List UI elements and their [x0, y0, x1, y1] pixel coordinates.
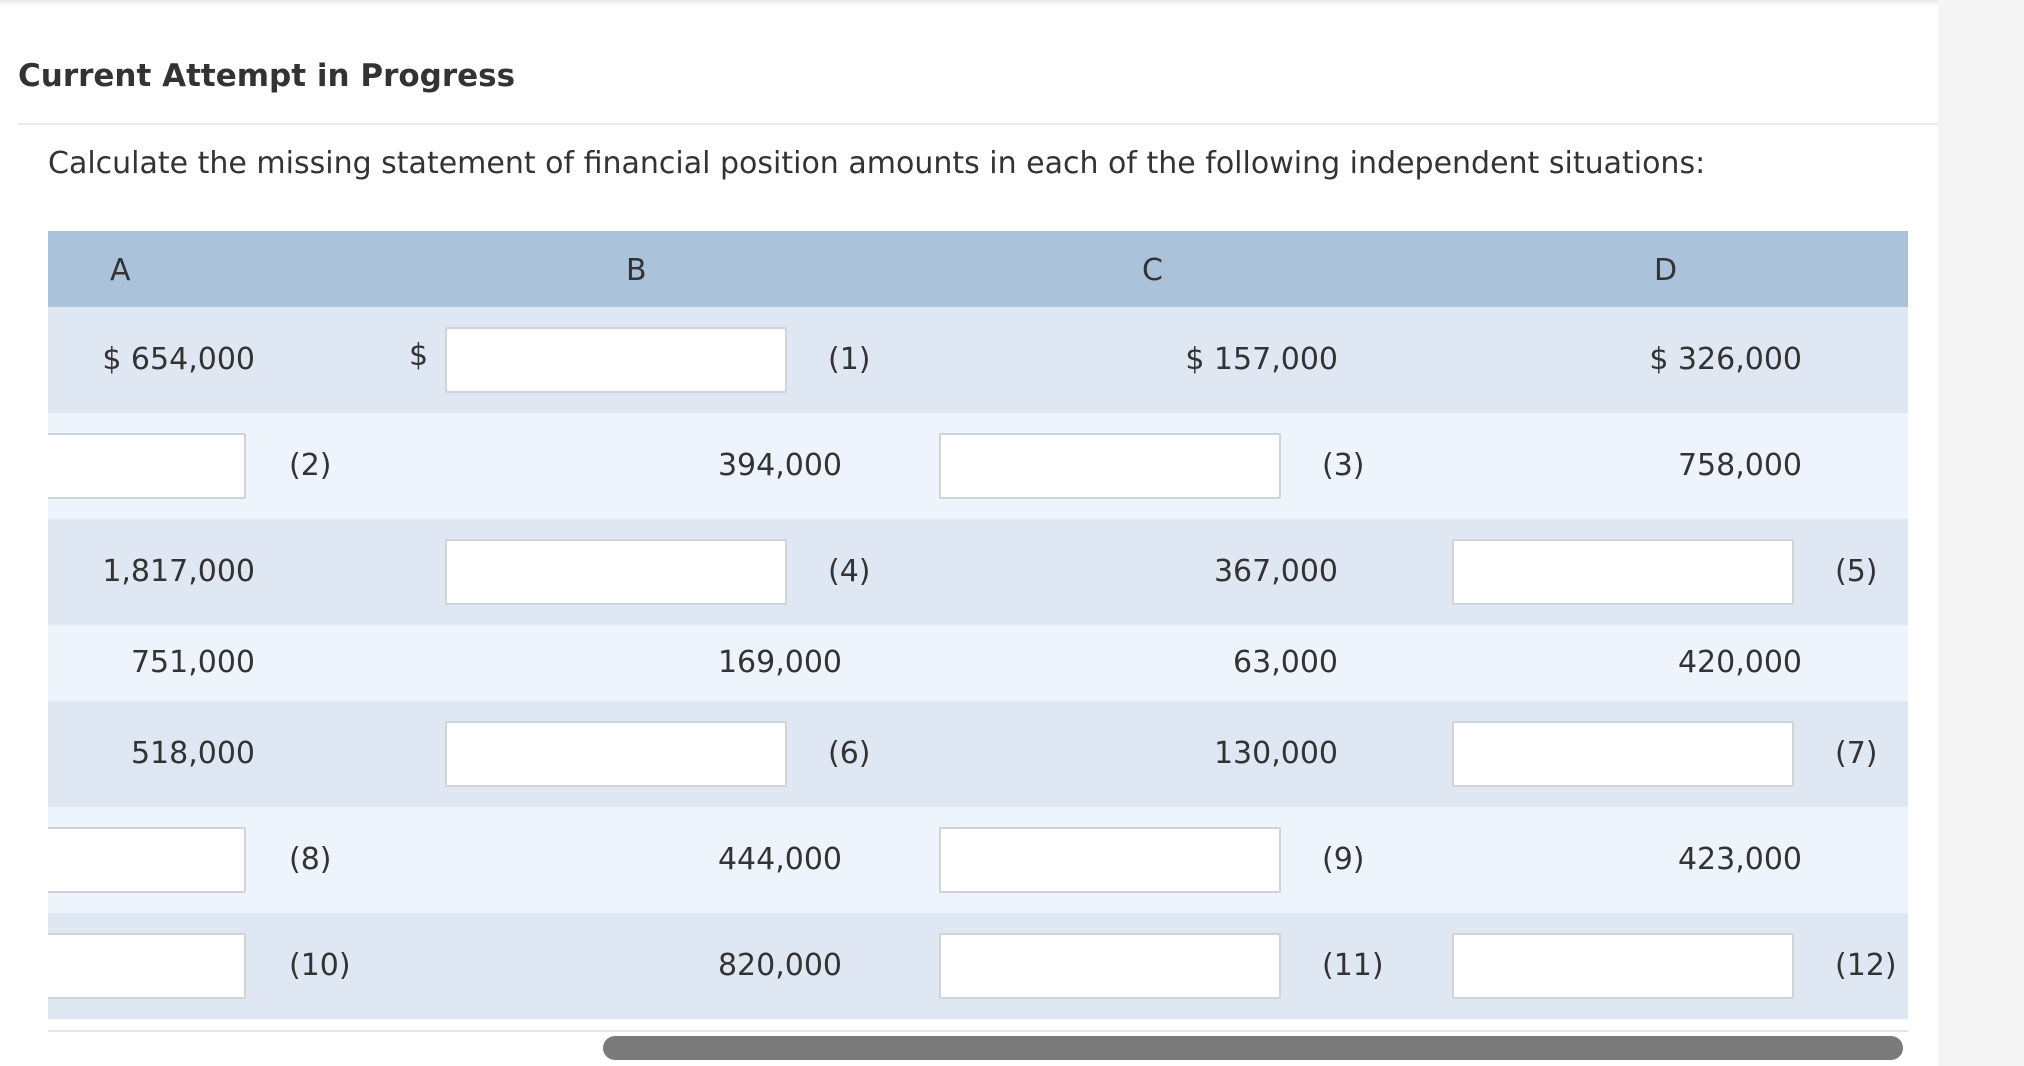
cell-a-value: 518,000	[130, 736, 255, 771]
cell-d-value: 423,000	[1677, 842, 1802, 877]
answer-input-5[interactable]	[1452, 539, 1794, 605]
table-row	[48, 701, 1908, 807]
cell-c-value: 63,000	[1233, 645, 1338, 680]
answer-ref-8: (8)	[289, 842, 332, 877]
answer-ref-4: (4)	[828, 554, 871, 589]
title-divider	[18, 123, 1938, 125]
cell-b-value: 820,000	[717, 948, 842, 983]
scrollbar-thumb[interactable]	[603, 1036, 1903, 1060]
answer-ref-5: (5)	[1835, 554, 1878, 589]
right-side-panel	[1938, 0, 2024, 1066]
answer-input-4[interactable]	[445, 539, 787, 605]
answer-input-1[interactable]	[445, 327, 787, 393]
table-row	[48, 307, 1908, 413]
cell-a-value: $ 654,000	[102, 342, 255, 377]
answer-ref-1: (1)	[828, 342, 871, 377]
answer-input-8[interactable]	[48, 827, 246, 893]
table-row	[48, 413, 1908, 519]
answer-input-7[interactable]	[1452, 721, 1794, 787]
cell-c-value: $ 157,000	[1185, 342, 1338, 377]
column-header-c: C	[1142, 253, 1163, 288]
table-bottom-divider	[48, 1030, 1908, 1032]
cell-b-value: 169,000	[717, 645, 842, 680]
column-header-d: D	[1654, 253, 1678, 288]
cell-d-value: 420,000	[1677, 645, 1802, 680]
amounts-table	[48, 231, 1908, 1019]
answer-ref-12: (12)	[1835, 948, 1897, 983]
table-row	[48, 913, 1908, 1019]
cell-d-value: 758,000	[1677, 448, 1802, 483]
column-header-a: A	[110, 253, 131, 288]
column-header-b: B	[626, 253, 647, 288]
answer-ref-9: (9)	[1322, 842, 1365, 877]
question-text: Calculate the missing statement of financial position amounts in each of the following independent situations:	[48, 146, 1706, 181]
answer-input-10[interactable]	[48, 933, 246, 999]
answer-ref-6: (6)	[828, 736, 871, 771]
table-row	[48, 807, 1908, 913]
cell-c-value: 367,000	[1213, 554, 1338, 589]
top-shadow	[0, 0, 1938, 6]
answer-ref-2: (2)	[289, 448, 332, 483]
answer-input-2[interactable]	[48, 433, 246, 499]
cell-a-value: 1,817,000	[102, 554, 255, 589]
cell-a-value: 751,000	[130, 645, 255, 680]
table-row	[48, 625, 1908, 701]
page-title: Current Attempt in Progress	[18, 58, 516, 94]
answer-ref-11: (11)	[1322, 948, 1384, 983]
cell-b-value: 394,000	[717, 448, 842, 483]
cell-b-value: 444,000	[717, 842, 842, 877]
answer-input-9[interactable]	[939, 827, 1281, 893]
answer-ref-10: (10)	[289, 948, 351, 983]
cell-d-value: $ 326,000	[1649, 342, 1802, 377]
answer-ref-3: (3)	[1322, 448, 1365, 483]
answer-input-11[interactable]	[939, 933, 1281, 999]
currency-symbol: $	[409, 338, 429, 373]
answer-input-3[interactable]	[939, 433, 1281, 499]
answer-input-6[interactable]	[445, 721, 787, 787]
table-row	[48, 519, 1908, 625]
answer-ref-7: (7)	[1835, 736, 1878, 771]
cell-c-value: 130,000	[1213, 736, 1338, 771]
horizontal-scrollbar[interactable]	[48, 1034, 1908, 1062]
answer-input-12[interactable]	[1452, 933, 1794, 999]
table-header-row	[48, 231, 1908, 307]
